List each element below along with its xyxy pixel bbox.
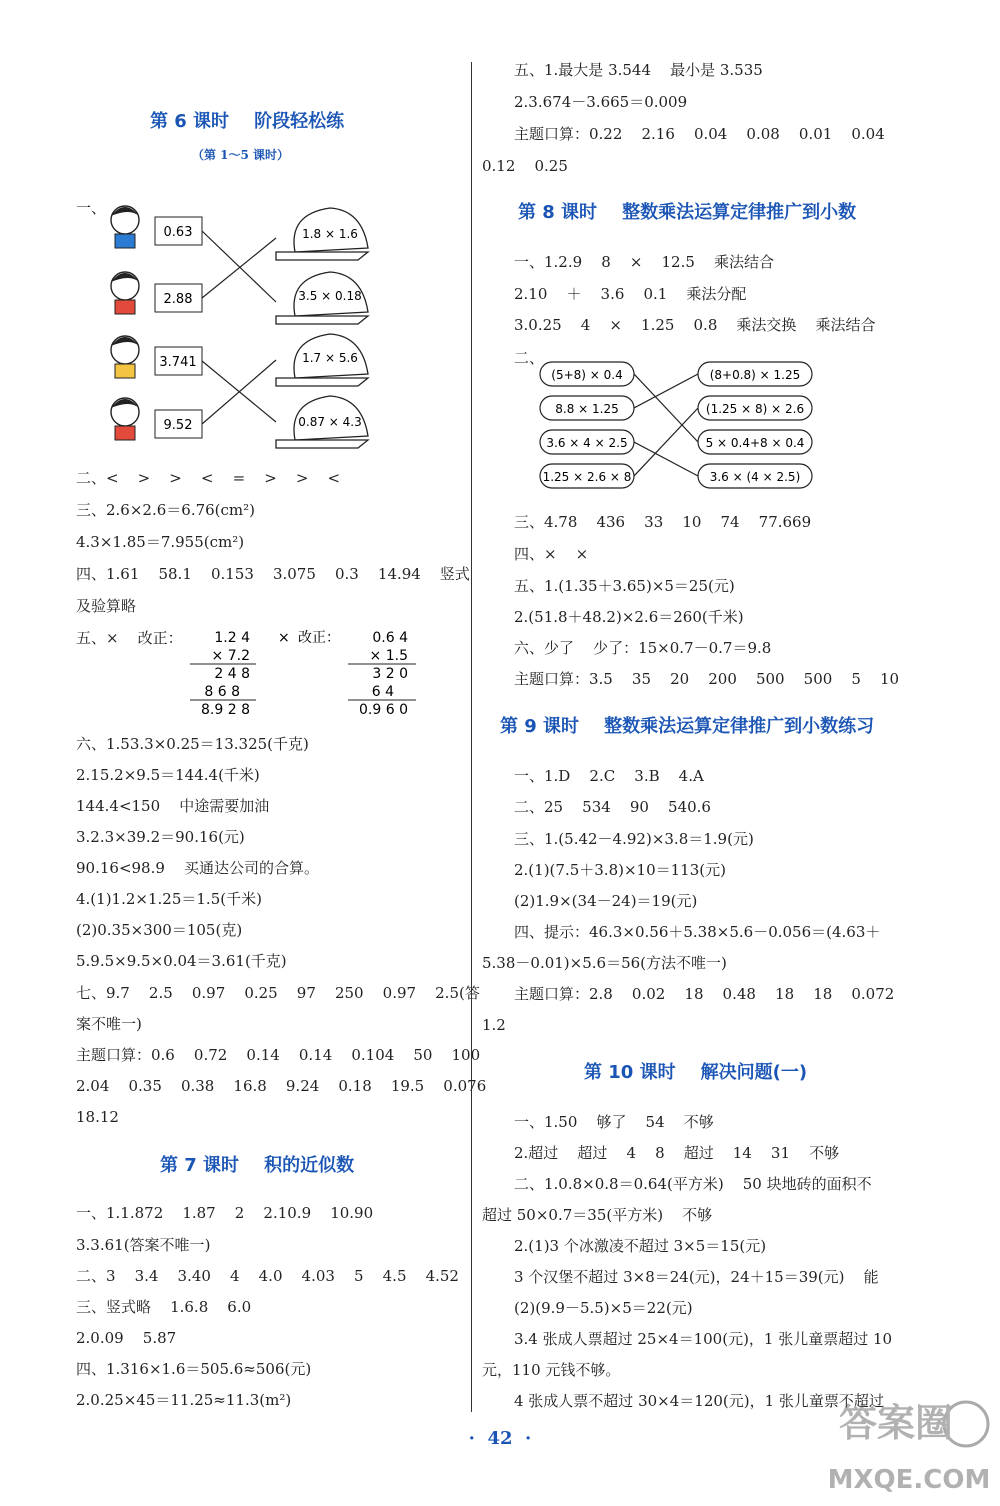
lesson7-line-2: 二、3 3.4 3.40 4 4.0 4.03 5 4.5 4.52 bbox=[76, 1267, 459, 1285]
heading-lesson-9: 第 9 课时 整数乘法运算定律推广到小数练习 bbox=[500, 716, 875, 737]
match1-right-0: 1.8 × 1.6 bbox=[302, 227, 358, 241]
vertical-multiplication-figure bbox=[190, 628, 430, 720]
left-line-3: 四、1.61 58.1 0.153 3.075 0.3 14.94 竖式 bbox=[76, 565, 470, 583]
lesson9-line-6: 5.38－0.01)×5.6＝56(方法不唯一) bbox=[482, 954, 727, 972]
lesson7-line-0: 一、1.1.872 1.87 2 2.10.9 10.90 bbox=[76, 1204, 374, 1222]
lesson8b-line-3: 2.(51.8＋48.2)×2.6＝260(千米) bbox=[514, 608, 744, 626]
lesson9-line-4: (2)1.9×(34－24)＝19(元) bbox=[514, 892, 698, 910]
match2-right-1: (1.25 × 8) × 2.6 bbox=[705, 402, 805, 416]
right-top-line-3: 0.12 0.25 bbox=[482, 157, 568, 175]
column-divider bbox=[471, 62, 472, 1412]
lesson10-line-5: 3 个汉堡不超过 3×8＝24(元)，24＋15＝39(元) 能 bbox=[514, 1268, 879, 1286]
match1-left-2: 3.741 bbox=[159, 355, 197, 370]
lesson7-line-4: 2.0.09 5.87 bbox=[76, 1329, 177, 1347]
vert2-d: 6 4 bbox=[371, 684, 394, 700]
match1-left-3: 9.52 bbox=[163, 418, 193, 433]
left-line-5: 五、× 改正： bbox=[76, 629, 183, 647]
heading-lesson-8: 第 8 课时 整数乘法运算定律推广到小数 bbox=[518, 202, 857, 223]
vert1-d: 8 6 8 bbox=[204, 684, 240, 700]
kid-icon bbox=[111, 206, 139, 248]
lesson10-line-0: 一、1.50 够了 54 不够 bbox=[514, 1113, 714, 1131]
match2-right-2: 5 × 0.4+8 × 0.4 bbox=[705, 436, 805, 450]
match2-left-3: 1.25 × 2.6 × 8 bbox=[542, 470, 632, 484]
left-line-14: 七、9.7 2.5 0.97 0.25 97 250 0.97 2.5(答 bbox=[76, 984, 480, 1002]
left-line-11: 4.(1)1.2×1.25＝1.5(千米) bbox=[76, 890, 262, 908]
left-line-16: 主题口算：0.6 0.72 0.14 0.14 0.104 50 100 bbox=[76, 1046, 481, 1064]
watermark-logo bbox=[826, 1388, 992, 1500]
match2-right-3: 3.6 × (4 × 2.5) bbox=[709, 470, 801, 484]
lesson9-line-3: 2.(1)(7.5＋3.8)×10＝113(元) bbox=[514, 861, 726, 879]
vert1-c: 2 4 8 bbox=[214, 666, 250, 682]
lesson8b-line-2: 五、1.(1.35＋3.65)×5＝25(元) bbox=[514, 577, 735, 595]
right-top-line-0: 五、1.最大是 3.544 最小是 3.535 bbox=[514, 61, 763, 79]
left-line-0: 二、< > > < = > > < bbox=[76, 469, 341, 487]
left-line-4: 及验算略 bbox=[76, 597, 137, 615]
lesson10-line-3: 超过 50×0.7＝35(平方米) 不够 bbox=[482, 1206, 713, 1224]
lesson10-line-9: 4 张成人票不超过 30×4＝120(元)，1 张儿童票不超过 bbox=[514, 1392, 884, 1410]
watermark-bottom: MXQE.COM bbox=[827, 1465, 991, 1495]
heading-lesson-7: 第 7 课时 积的近似数 bbox=[160, 1155, 355, 1176]
match2-right-0: (8+0.8) × 1.25 bbox=[709, 368, 801, 382]
kid-icon bbox=[111, 336, 139, 378]
left-line-9: 3.2.3×39.2＝90.16(元) bbox=[76, 828, 245, 846]
heading-lesson-10: 第 10 课时 解决问题(一) bbox=[584, 1062, 808, 1083]
match1-right-3: 0.87 × 4.3 bbox=[298, 415, 362, 429]
lesson8-line-0: 一、1.2.9 8 × 12.5 乘法结合 bbox=[514, 253, 774, 271]
lesson9-line-8: 1.2 bbox=[482, 1016, 506, 1034]
lesson8b-line-1: 四、× × bbox=[514, 545, 589, 563]
lesson9-line-0: 一、1.D 2.C 3.B 4.A bbox=[514, 767, 704, 785]
match1-right-2: 1.7 × 5.6 bbox=[302, 351, 358, 365]
q1-label: 一、 bbox=[76, 199, 107, 217]
match1-left-1: 2.88 bbox=[163, 292, 193, 307]
vert1-e: 8.9 2 8 bbox=[201, 702, 250, 718]
lesson10-line-7: 3.4 张成人票超过 25×4＝100(元)，1 张儿童票超过 10 bbox=[514, 1330, 893, 1348]
left-line-10: 90.16<98.9 买通达公司的合算。 bbox=[76, 859, 319, 877]
left-line-12: (2)0.35×300＝105(克) bbox=[76, 921, 243, 939]
match2-left-1: 8.8 × 1.25 bbox=[555, 402, 619, 416]
q2-label: 二、 bbox=[514, 349, 545, 367]
lesson7-line-6: 2.0.25×45＝11.25≈11.3(m²) bbox=[76, 1391, 292, 1409]
lesson9-line-2: 三、1.(5.42－4.92)×3.8＝1.9(元) bbox=[514, 830, 754, 848]
left-line-8: 144.4<150 中途需要加油 bbox=[76, 797, 270, 815]
left-line-1: 三、2.6×2.6＝6.76(cm²) bbox=[76, 501, 256, 519]
match1-left-0: 0.63 bbox=[163, 225, 193, 240]
left-line-15: 案不唯一) bbox=[76, 1015, 142, 1033]
lesson7-line-3: 三、竖式略 1.6.8 6.0 bbox=[76, 1298, 252, 1316]
lesson8b-line-0: 三、4.78 436 33 10 74 77.669 bbox=[514, 513, 812, 531]
left-line-7: 2.15.2×9.5＝144.4(千米) bbox=[76, 766, 260, 784]
matching-figure-1 bbox=[100, 190, 380, 450]
lesson8b-line-5: 主题口算：3.5 35 20 200 500 500 5 10 bbox=[514, 670, 900, 688]
lesson9-line-5: 四、提示：46.3×0.56＋5.38×5.6－0.056＝(4.63＋ bbox=[514, 923, 881, 941]
lesson10-line-4: 2.(1)3 个冰激凌不超过 3×5＝15(元) bbox=[514, 1237, 767, 1255]
match2-left-0: (5+8) × 0.4 bbox=[551, 368, 623, 382]
left-line-18: 18.12 bbox=[76, 1108, 119, 1126]
vert2-a: 0.6 4 bbox=[372, 630, 408, 646]
x-mark: × bbox=[278, 630, 290, 646]
fix-label: 改正： bbox=[298, 630, 340, 646]
right-top-line-1: 2.3.674－3.665＝0.009 bbox=[514, 93, 688, 111]
lesson10-line-8: 元，110 元钱不够。 bbox=[482, 1361, 621, 1379]
kid-icon bbox=[111, 398, 139, 440]
right-top-line-2: 主题口算：0.22 2.16 0.04 0.08 0.01 0.04 bbox=[514, 125, 885, 143]
heading-lesson-6-sub: （第 1～5 课时） bbox=[192, 148, 290, 162]
watermark-top: 答案圈 bbox=[838, 1401, 954, 1445]
heading-lesson-6: 第 6 课时 阶段轻松练 bbox=[150, 111, 345, 132]
lesson9-line-7: 主题口算：2.8 0.02 18 0.48 18 18 0.072 bbox=[514, 985, 895, 1003]
left-line-6: 六、1.53.3×0.25＝13.325(千克) bbox=[76, 735, 309, 753]
left-line-13: 5.9.5×9.5×0.04＝3.61(千克) bbox=[76, 952, 287, 970]
left-line-17: 2.04 0.35 0.38 16.8 9.24 0.18 19.5 0.076 bbox=[76, 1077, 487, 1095]
kid-icon bbox=[111, 272, 139, 314]
lesson10-line-1: 2.超过 超过 4 8 超过 14 31 不够 bbox=[514, 1144, 840, 1162]
lesson8-line-2: 3.0.25 4 × 1.25 0.8 乘法交换 乘法结合 bbox=[514, 316, 876, 334]
left-line-2: 4.3×1.85＝7.955(cm²) bbox=[76, 533, 245, 551]
matching-figure-2 bbox=[538, 358, 818, 494]
lesson10-line-6: (2)(9.9－5.5)×5＝22(元) bbox=[514, 1299, 693, 1317]
lesson8b-line-4: 六、少了 少了：15×0.7－0.7＝9.8 bbox=[514, 639, 772, 657]
vert1-b: × 7.2 bbox=[211, 648, 250, 664]
match1-right-1: 3.5 × 0.18 bbox=[298, 289, 362, 303]
lesson10-line-2: 二、1.0.8×0.8＝0.64(平方米) 50 块地砖的面积不 bbox=[514, 1175, 872, 1193]
match2-left-2: 3.6 × 4 × 2.5 bbox=[546, 436, 628, 450]
vert2-e: 0.9 6 0 bbox=[359, 702, 408, 718]
lesson9-line-1: 二、25 534 90 540.6 bbox=[514, 798, 711, 816]
lesson7-line-1: 3.3.61(答案不唯一) bbox=[76, 1236, 211, 1254]
vert2-c: 3 2 0 bbox=[372, 666, 408, 682]
page-number: · 42 · bbox=[468, 1428, 532, 1449]
vert1-a: 1.2 4 bbox=[214, 630, 250, 646]
vert2-b: × 1.5 bbox=[369, 648, 408, 664]
lesson7-line-5: 四、1.316×1.6＝505.6≈506(元) bbox=[76, 1360, 312, 1378]
lesson8-line-1: 2.10 ＋ 3.6 0.1 乘法分配 bbox=[514, 285, 747, 303]
